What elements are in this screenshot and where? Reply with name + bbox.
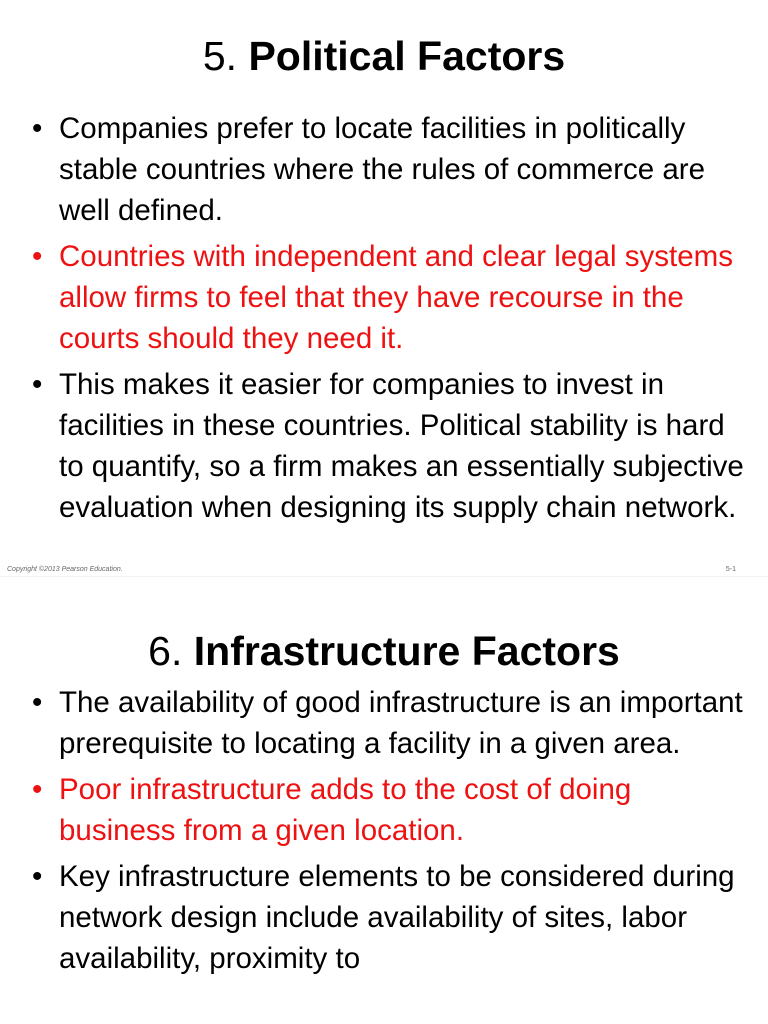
bullet-text: Countries with independent and clear legal systems allow firms to feel that they have recourse in the courts should they need it.	[59, 240, 733, 355]
bullet-item-highlighted	[0, 236, 768, 359]
bullet-dot-icon: •	[32, 112, 43, 145]
slide-title	[0, 627, 768, 675]
bullet-text: Poor infrastructure adds to the cost of doing business from a given location.	[59, 773, 632, 847]
slide-title	[0, 32, 768, 80]
bullet-list	[0, 108, 768, 533]
title-text: Infrastructure Factors	[193, 628, 620, 674]
bullet-dot-icon: •	[32, 368, 43, 401]
title-text: Political Factors	[248, 33, 566, 79]
slide-separator	[0, 576, 768, 577]
bullet-dot-icon: •	[32, 773, 43, 806]
bullet-item	[0, 682, 768, 764]
title-number: 5.	[202, 33, 238, 79]
footer-page-number: 5-1	[725, 566, 736, 573]
bullet-text: The availability of good infrastructure is an important prerequisite to locating a facility in a given area.	[59, 686, 743, 760]
bullet-dot-icon: •	[32, 686, 43, 719]
bullet-dot-icon: •	[32, 860, 43, 893]
title-number: 6.	[148, 628, 183, 674]
bullet-text: Companies prefer to locate facilities in politically stable countries where the rules of commerce are well defined.	[59, 112, 706, 227]
bullet-item	[0, 108, 768, 231]
bullet-item	[0, 364, 768, 528]
bullet-list	[0, 682, 768, 984]
footer-copyright: Copyright ©2013 Pearson Education.	[7, 566, 123, 573]
bullet-text: This makes it easier for companies to invest in facilities in these countries. Political stability is hard to quantify, so a firm makes an essentially subjective evaluation when designing its supply chain network.	[59, 368, 744, 524]
slide-infrastructure-factors	[0, 578, 768, 1024]
bullet-item-highlighted	[0, 769, 768, 851]
bullet-text: Key infrastructure elements to be considered during network design include availability of sites, labor availability, proximity to	[59, 860, 735, 975]
bullet-item	[0, 856, 768, 979]
bullet-dot-icon: •	[32, 240, 43, 273]
